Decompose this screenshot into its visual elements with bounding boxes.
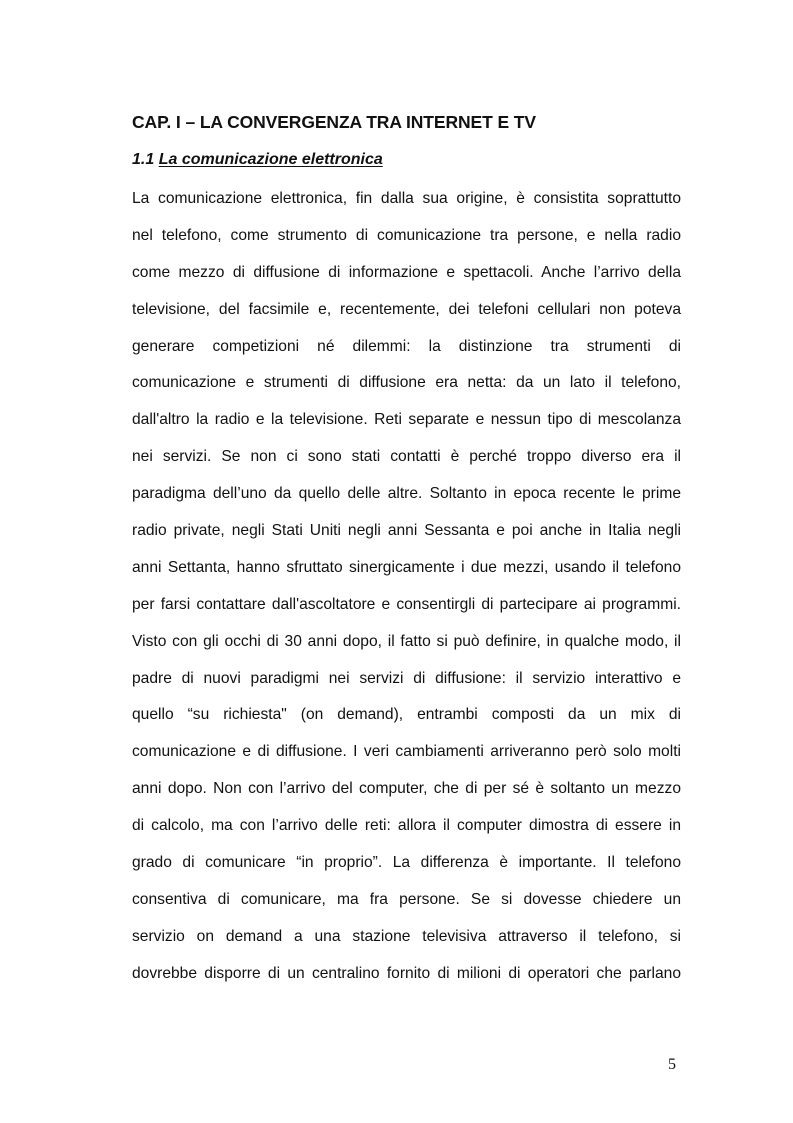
text-line: quello “su richiesta" (on demand), entrambi composti da un mix di (132, 706, 681, 724)
text-line: servizio on demand a una stazione televisiva attraverso il telefono, si (132, 927, 681, 945)
text-line: Visto con gli occhi di 30 anni dopo, il fatto si può definire, in qualche modo, il (132, 632, 681, 650)
text-line: La comunicazione elettronica, fin dalla sua origine, è consistita soprattutto (132, 190, 681, 207)
section-number: 1.1 (132, 151, 155, 168)
section-heading (132, 151, 383, 169)
text-line: radio private, negli Stati Uniti negli anni Sessanta e poi anche in Italia negli (132, 522, 681, 540)
chapter-title: CAP. I – LA CONVERGENZA TRA INTERNET E TV (132, 112, 536, 132)
text-line: comunicazione e di diffusione. I veri cambiamenti arriveranno però solo molti (132, 743, 681, 761)
text-line: anni Settanta, hanno sfruttato sinergicamente i due mezzi, usando il telefono (132, 558, 681, 576)
text-line: per farsi contattare dall'ascoltatore e consentirgli di partecipare ai programmi. (132, 595, 681, 613)
page-number: 5 (668, 1056, 676, 1073)
text-line: generare competizioni né dilemmi: la distinzione tra strumenti di (132, 337, 681, 355)
text-line: consentiva di comunicare, ma fra persone. Se si dovesse chiedere un (132, 890, 681, 908)
text-line: grado di comunicare “in proprio”. La differenza è importante. Il telefono (132, 854, 681, 872)
body-paragraph (132, 181, 681, 993)
text-line: padre di nuovi paradigmi nei servizi di diffusione: il servizio interattivo e (132, 669, 681, 687)
text-line: come mezzo di diffusione di informazione e spettacoli. Anche l’arrivo della (132, 263, 681, 281)
text-line: anni dopo. Non con l’arrivo del computer, che di per sé è soltanto un mezzo (132, 780, 681, 798)
section-title: La comunicazione elettronica (158, 151, 383, 168)
text-line: nel telefono, come strumento di comunicazione tra persone, e nella radio (132, 226, 681, 244)
text-line: dall'altro la radio e la televisione. Reti separate e nessun tipo di mescolanza (132, 411, 681, 429)
text-line: dovrebbe disporre di un centralino fornito di milioni di operatori che parlano (132, 964, 681, 982)
text-line: di calcolo, ma con l’arrivo delle reti: allora il computer dimostra di essere in (132, 817, 681, 835)
text-line: comunicazione e strumenti di diffusione era netta: da un lato il telefono, (132, 374, 681, 392)
text-line: televisione, del facsimile e, recentemente, dei telefoni cellulari non poteva (132, 300, 681, 318)
text-line: paradigma dell’uno da quello delle altre. Soltanto in epoca recente le prime (132, 485, 681, 503)
text-line: nei servizi. Se non ci sono stati contatti è perché troppo diverso era il (132, 448, 681, 466)
